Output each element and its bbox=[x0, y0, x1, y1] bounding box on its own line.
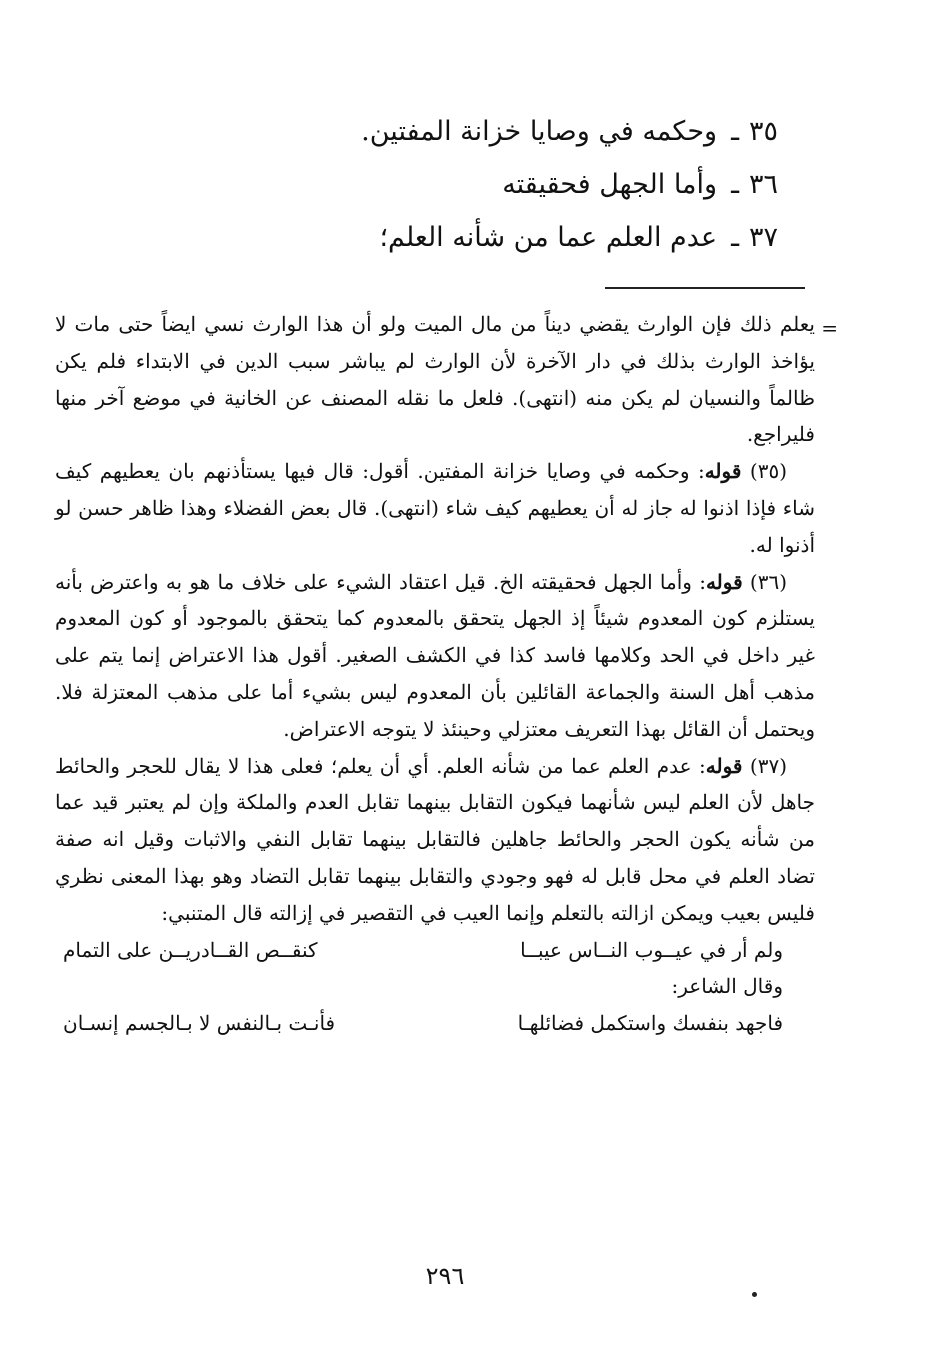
matn-line bbox=[218, 105, 778, 158]
continuation-mark: = bbox=[821, 316, 838, 340]
commentary-paragraph bbox=[55, 453, 815, 563]
paragraph-text: يعلم ذلك فإن الوارث يقضي ديناً من مال الميت ولو أن هذا الوارث نسي ايضاً حتى مات لا يؤاخذ الوارث بذلك في دار الآخرة لأن الوارث لم يباشر سبب الدين في الابتداء فلم يكن ظالماً والنسيان لم يكن منه (انتهى). فلعل ما نقله المصنف عن الخانية في موضع آخر منها فليراجع. bbox=[55, 312, 815, 447]
matn-dash: ـ bbox=[731, 169, 739, 200]
commentary-paragraph bbox=[55, 306, 815, 453]
matn-dash: ـ bbox=[731, 222, 739, 253]
paragraph-text: : وأما الجهل فحقيقته الخ. قيل اعتقاد الشيء على خلاف ما هو به واعترض بأنه يستلزم كون المعدوم شيئاً إذ الجهل يتحقق بالمعدوم كما يتحقق بالموجود أو كون المعدوم غير داخل في الحد وكلامها فاسد كذا في الكشف الصغير. أقول هذا الاعتراض إنما يتم على مذهب أهل السنة والجماعة القائلين بأن المعدوم ليس بشيء أما على مذهب المعتزلة فلا. ويحتمل أن القائل بهذا التعريف معتزلي وحينئذ لا يتوجه الاعتراض. bbox=[55, 569, 815, 741]
verse-hemistich-first: ولم أر في عيــوب النــاس عيبــا bbox=[520, 937, 783, 962]
verse-hemistich-second: فأنـت بـالنفس لا بـالجسم إنسـان bbox=[63, 1011, 336, 1036]
paragraph-text: : وحكمه في وصايا خزانة المفتين. أقول: قال فيها يستأذنهم بان يعطيهم كيف شاء فإذا اذنوا له جاز له أن يعطيهم كيف شاء (انتهى). قال بعض الفضلاء وهذا ظاهر حسن لو أذنوا له. bbox=[55, 459, 815, 557]
verse-hemistich-second: كنقــص القــادريــن على التمام bbox=[63, 937, 318, 962]
verse-hemistich-first: فاجهد بنفسك واستكمل فضائلهـا bbox=[517, 1011, 783, 1036]
matn-number: ٣٦ bbox=[748, 169, 778, 200]
matn-number: ٣٥ bbox=[748, 116, 778, 147]
matn-line bbox=[218, 158, 778, 211]
scan-speck bbox=[752, 1292, 757, 1297]
matn-text: وحكمه في وصايا خزانة المفتين. bbox=[361, 116, 718, 147]
paragraph-keyword: قوله bbox=[704, 459, 742, 484]
commentary bbox=[55, 306, 815, 1042]
paragraph-prefix: (٣٧) bbox=[742, 753, 788, 778]
paragraph-prefix: (٣٦) bbox=[742, 569, 787, 594]
paragraph-keyword: قوله bbox=[705, 753, 743, 778]
paragraph-keyword: قوله bbox=[705, 569, 743, 594]
separator-rule bbox=[605, 287, 805, 289]
poet-intro: وقال الشاعر: bbox=[671, 974, 783, 999]
matn-text: وأما الجهل فحقيقته bbox=[502, 169, 718, 200]
page-number: ٢٩٦ bbox=[425, 1262, 465, 1290]
main-text bbox=[218, 105, 778, 264]
verse-line bbox=[55, 932, 815, 969]
matn-text: عدم العلم عما من شأنه العلم؛ bbox=[379, 222, 718, 253]
matn-dash: ـ bbox=[731, 116, 739, 147]
matn-number: ٣٧ bbox=[748, 222, 778, 253]
paragraph-text: : عدم العلم عما من شأنه العلم. أي أن يعلم؛ فعلى هذا لا يقال للحجر والحائط جاهل لأن العلم ليس شأنهما فيكون التقابل بينهما تقابل العدم والملكة وإن لم يعتبر قيد عما من شأنه يكون الحجر والحائط جاهلين فالتقابل بينهما تقابل النفي والاثبات وقيل انه صفة تضاد العلم في محل قابل له فهو وجودي والتقابل بينهما تقابل التضاد وهو بهذا المعنى نظري فليس بعيب ويمكن ازالته بالتعلم وإنما العيب في التقصير في إزالته قال المتنبي: bbox=[55, 753, 815, 925]
paragraph-prefix: (٣٥) bbox=[741, 459, 787, 484]
commentary-paragraph bbox=[55, 748, 815, 932]
commentary-paragraph bbox=[55, 564, 815, 748]
verse-line bbox=[55, 1005, 815, 1042]
matn-line bbox=[218, 211, 778, 264]
